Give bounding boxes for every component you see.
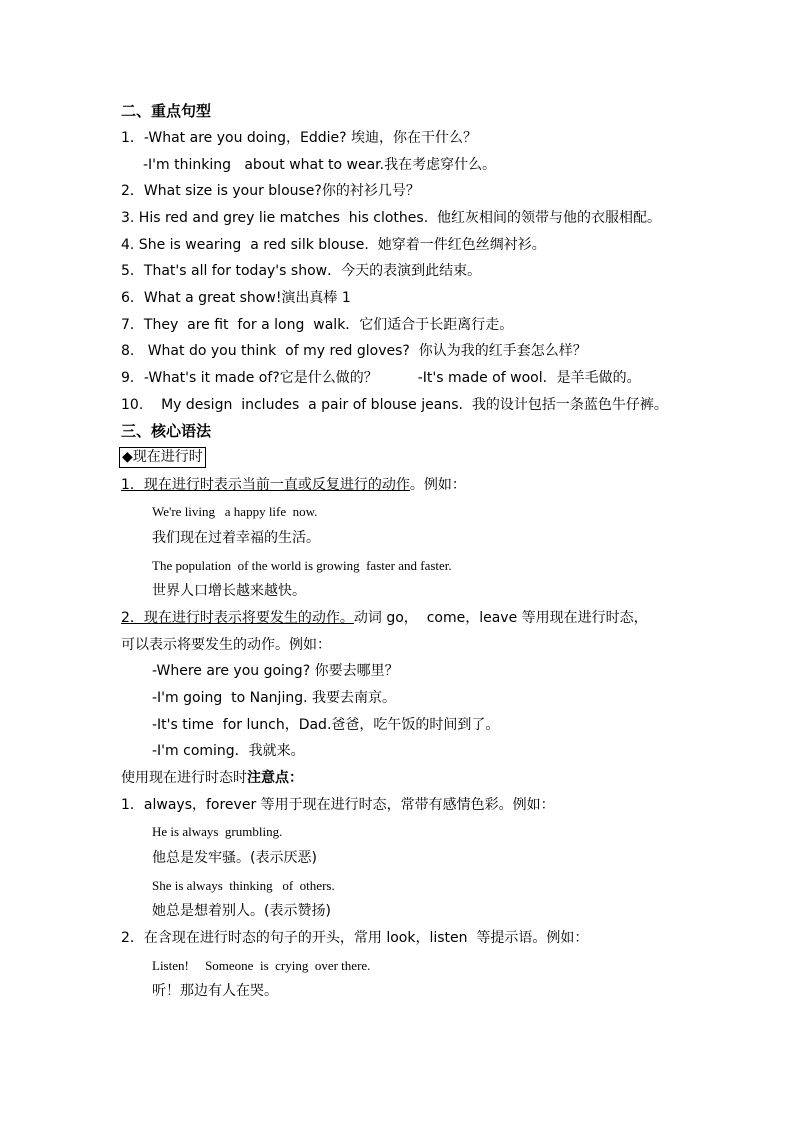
- notes-intro: [121, 769, 303, 787]
- sentence-line: 10. My design includes a pair of blouse jeans. 我的设计包括一条蓝色牛仔裤。: [121, 397, 668, 413]
- example-cn: 她总是想着别人。(表示赞扬): [152, 903, 331, 919]
- example-en: He is always grumbling.: [152, 824, 283, 839]
- rule-1-underlined: 1．现在进行时表示当前一直或反复进行的动作: [121, 477, 410, 493]
- example-en: Listen! Someone is crying over there.: [152, 958, 371, 973]
- rule-1: [121, 476, 466, 494]
- note-1: 1．always，forever 等用于现在进行时态，常带有感情色彩。例如：: [121, 797, 555, 813]
- grammar-topic-box: ◆现在进行时: [119, 447, 206, 468]
- sentence-line: 1．-What are you doing，Eddie? 埃迪，你在干什么？: [121, 130, 477, 146]
- rule-2-continued: 可以表示将要发生的动作。例如：: [121, 637, 331, 653]
- section-heading-key-sentences: 二、重点句型: [121, 102, 212, 120]
- sentence-line: 2．What size is your blouse?你的衬衫几号？: [121, 183, 420, 199]
- note-2: 2．在含现在进行时态的句子的开头，常用 look，listen 等提示语。例如：: [121, 930, 589, 946]
- example-dialog: -It's time for lunch，Dad.爸爸，吃午饭的时间到了。: [152, 717, 500, 733]
- rule-2: [121, 609, 648, 627]
- rule-2-underlined: 2．现在进行时表示将要发生的动作。: [121, 610, 354, 626]
- sentence-line: 5．That's all for today's show．今天的表演到此结束。: [121, 263, 482, 279]
- example-cn: 听！那边有人在哭。: [152, 983, 278, 999]
- example-dialog: -I'm going to Nanjing. 我要去南京。: [152, 690, 396, 706]
- sentence-line: -I'm thinking about what to wear.我在考虑穿什么。: [143, 157, 497, 173]
- example-en: The population of the world is growing faster and faster.: [152, 558, 452, 573]
- sentence-line: 9．-What's it made of?它是什么做的？ -It's made of wool．是羊毛做的。: [121, 370, 641, 386]
- example-cn: 我们现在过着幸福的生活。: [152, 530, 320, 546]
- example-dialog: -Where are you going? 你要去哪里？: [152, 663, 399, 679]
- rule-2-tail: 动词 go， come，leave 等用现在进行时态，: [353, 610, 648, 626]
- sentence-line: 3. His red and grey lie matches his clothes. 他红灰相间的领带与他的衣服相配。: [121, 210, 662, 226]
- notes-intro-bold: 注意点：: [247, 770, 303, 786]
- rule-1-tail: 。例如：: [409, 477, 466, 493]
- example-en: We're living a happy life now.: [152, 504, 318, 519]
- example-cn: 他总是发牢骚。(表示厌恶): [152, 850, 317, 866]
- example-en: She is always thinking of others.: [152, 878, 335, 893]
- sentence-line: 6．What a great show!演出真棒 1: [121, 290, 351, 306]
- notes-intro-prefix: 使用现在进行时态时: [121, 770, 247, 786]
- example-dialog: -I'm coming．我就来。: [152, 743, 305, 759]
- sentence-line: 7．They are fit for a long walk．它们适合于长距离行走。: [121, 317, 514, 333]
- sentence-line: 8. What do you think of my red gloves? 你认为我的红手套怎么样？: [121, 343, 587, 359]
- example-cn: 世界人口增长越来越快。: [152, 583, 306, 599]
- sentence-line: 4. She is wearing a red silk blouse. 她穿着一件红色丝绸衬衫。: [121, 237, 546, 253]
- section-heading-core-grammar: 三、核心语法: [121, 422, 212, 440]
